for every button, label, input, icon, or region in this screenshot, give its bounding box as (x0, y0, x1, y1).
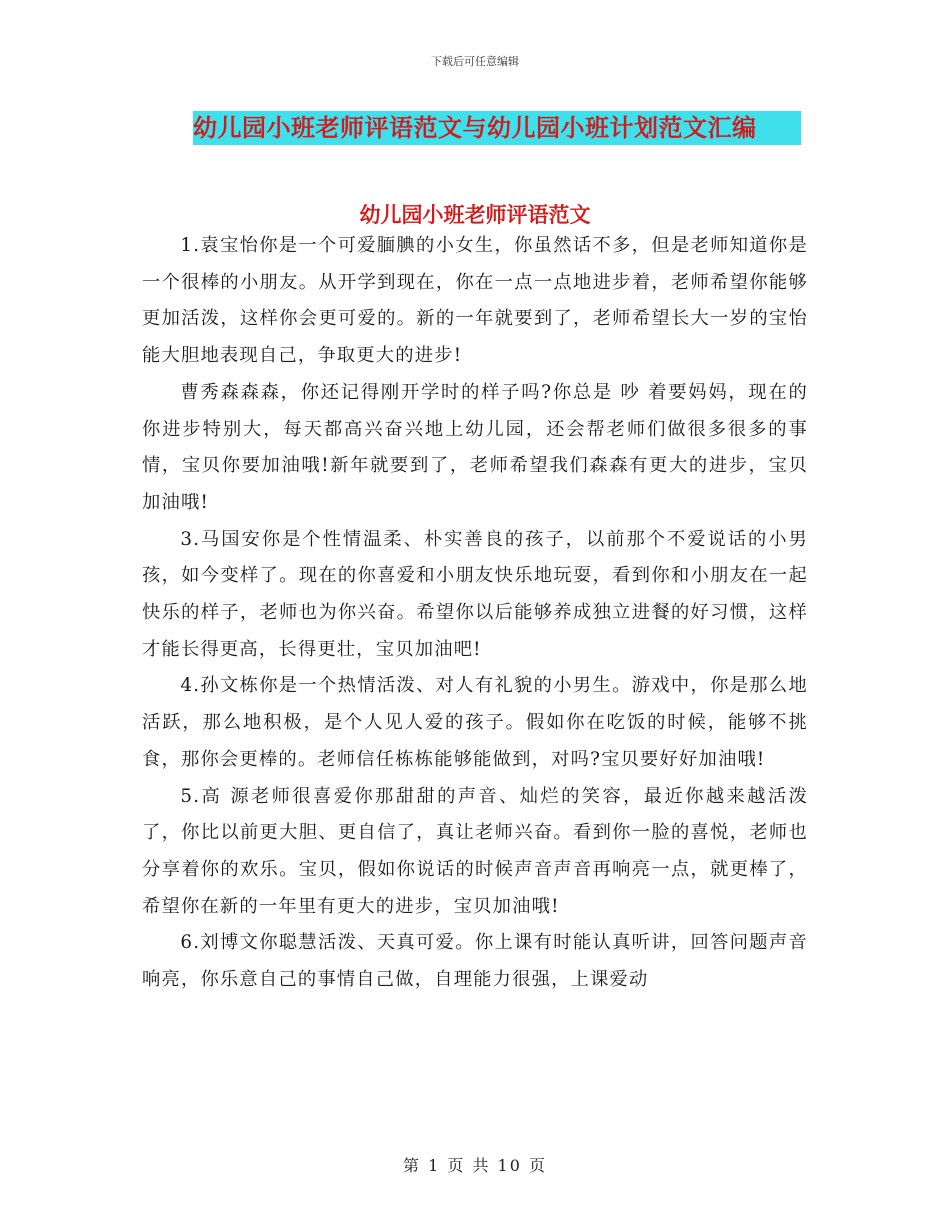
paragraph-3: 3.马国安你是个性情温柔、朴实善良的孩子，以前那个不爱说话的小男孩，如今变样了。现在的你喜爱和小朋友快乐地玩耍，看到你和小朋友在一起快乐的样子，老师也为你兴奋。希望你以后能够养成独立进餐的好习惯，这样才能长得更高，长得更壮，宝贝加油吧! (142, 528, 808, 660)
paragraph-4: 4.孙文栋你是一个热情活泼、对人有礼貌的小男生。游戏中，你是那么地活跃，那么地积极，是个人见人爱的孩子。假如你在吃饭的时候，能够不挑食，那你会更棒的。老师信任栋栋能够能做到，对吗?宝贝要好好加油哦! (142, 675, 808, 770)
page-header-note: 下载后可任意编辑 (431, 55, 519, 68)
section-title: 幼儿园小班老师评语范文 (359, 202, 591, 227)
paragraph-5: 5.高 源老师很喜爱你那甜甜的声音、灿烂的笑容，最近你越来越活泼了，你比以前更大胆、更自信了，真让老师兴奋。看到你一脸的喜悦，老师也分享着你的欢乐。宝贝，假如你说话的时候声音声音再响亮一点，就更棒了，希望你在新的一年里有更大的进步，宝贝加油哦! (142, 785, 808, 917)
document-title: 幼儿园小班老师评语范文与幼儿园小班计划范文汇编 (193, 111, 801, 145)
document-body (142, 228, 808, 999)
page-number-indicator: 第 1 页 共 10 页 (403, 1156, 547, 1175)
paragraph-6: 6.刘博文你聪慧活泼、天真可爱。你上课有时能认真听讲，回答问题声音响亮，你乐意自己的事情自己做，自理能力很强，上课爱动 (142, 932, 808, 991)
paragraph-1: 1.袁宝怡你是一个可爱腼腆的小女生，你虽然话不多，但是老师知道你是一个很棒的小朋友。从开学到现在，你在一点一点地进步着，老师希望你能够更加活泼，这样你会更可爱的。新的一年就要到了，老师希望长大一岁的宝怡能大胆地表现自己，争取更大的进步! (142, 235, 808, 367)
paragraph-2: 曹秀森森森，你还记得刚开学时的样子吗?你总是 吵 着要妈妈，现在的你进步特别大，每天都高兴奋兴地上幼儿园，还会帮老师们做很多很多的事情，宝贝你要加油哦!新年就要到了，老师希望我们森森有更大的进步，宝贝加油哦! (142, 381, 808, 513)
